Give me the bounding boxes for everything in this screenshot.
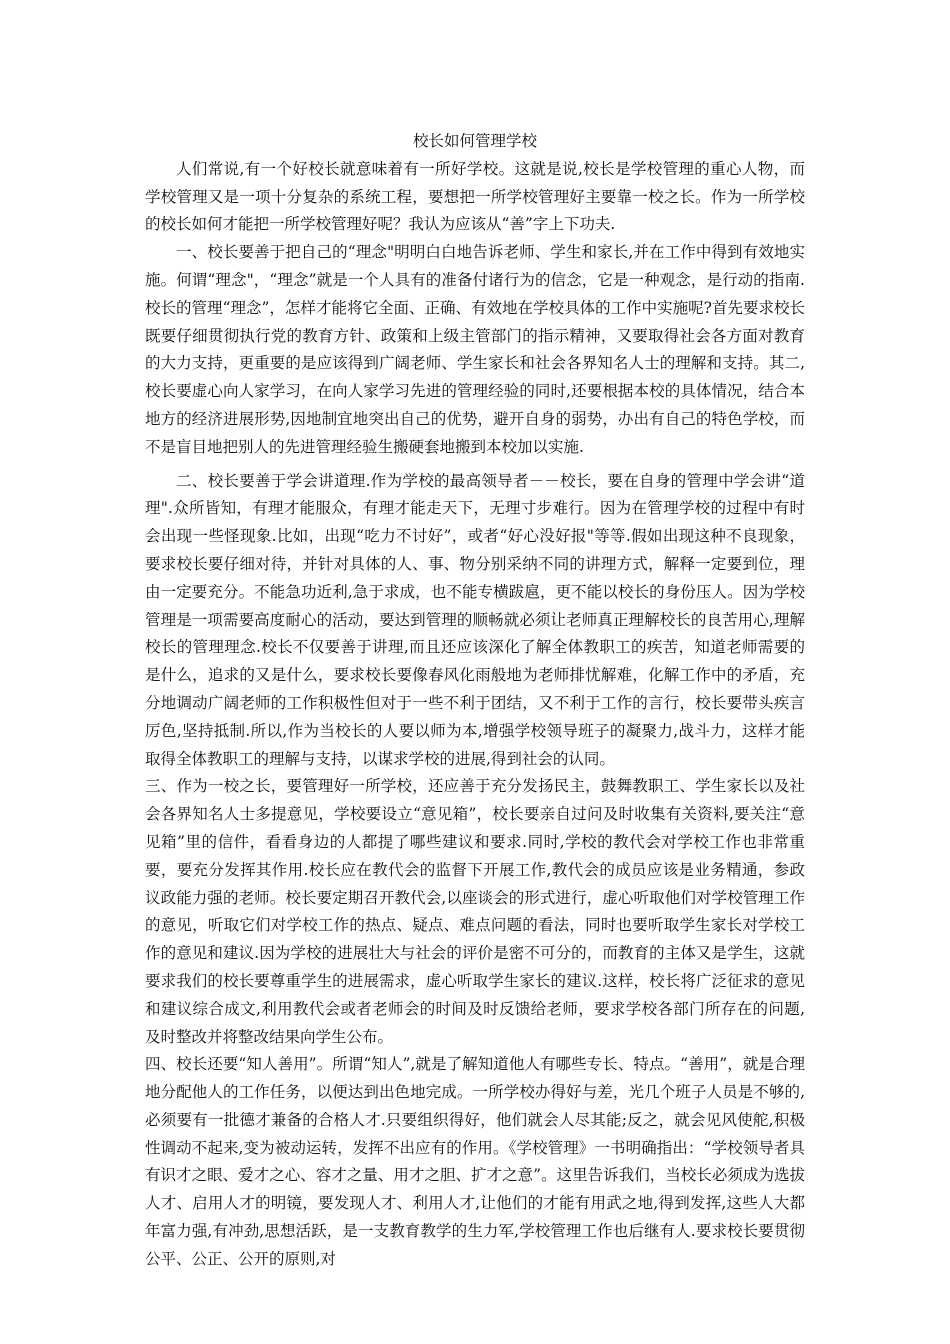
paragraph-section-3: 三、作为一校之长，要管理好一所学校，还应善于充分发扬民主，鼓舞教职工、学生家长以及社会各界知名人士多提意见，学校要设立“意见箱”，校长要亲自过问及时收集有关资料,要关注“意见箱”里的信件，看看身边的人都提了哪些建议和要求.同时,学校的教代会对学校工作也非常重要，要充分发挥其作用.校长应在教代会的监督下开展工作,教代会的成员应该是业务精通，参政议政能力强的老师。校长要定期召开教代会,以座谈会的形式进行，虚心听取他们对学校管理工作的意见，听取它们对学校工作的热点、疑点、难点问题的看法，同时也要听取学生家长对学校工作的意见和建议.因为学校的进展壮大与社会的评价是密不可分的，而教育的主体又是学生，这就要求我们的校长要尊重学生的进展需求，虚心听取学生家长的建议.这样，校长将广泛征求的意见和建议综合成文,利用教代会或者老师会的时间及时反馈给老师，要求学校各部门所存在的问题,及时整改并将整改结果向学生公布。 [145, 777, 805, 1046]
document-title: 校长如何管理学校 [412, 132, 537, 150]
paragraph-section-2: 二、校长要善于学会讲道理.作为学校的最高领导者－－校长，要在自身的管理中学会讲“道理".众所皆知，有理才能服众，有理才能走天下，无理寸步难行。因为在管理学校的过程中有时会出现一些怪现象.比如，出现“吃力不讨好”，或者“好心没好报"等等.假如出现这种不良现象，要求校长要仔细对待，并针对具体的人、事、物分别采纳不同的讲理方式，解释一定要到位，理由一定要充分。不能急功近利,急于求成，也不能专横跋扈，更不能以校长的身份压人。因为学校管理是一项需要高度耐心的活动，要达到管理的顺畅就必须让老师真正理解校长的良苦用心,理解校长的管理理念.校长不仅要善于讲理,而且还应该深化了解全体教职工的疾苦，知道老师需要的是什么，追求的又是什么，要求校长要像春风化雨般地为老师排忧解难，化解工作中的矛盾，充分地调动广阔老师的工作积极性但对于一些不利于团结，又不利于工作的言行，校长要带头疾言厉色,坚持抵制.所以,作为当校长的人要以师为本,增强学校领导班子的凝聚力,战斗力，这样才能取得全体教职工的理解与支持，以谋求学校的进展,得到社会的认同。 [145, 471, 805, 768]
paragraph-intro: 人们常说,有一个好校长就意味着有一所好学校。这就是说,校长是学校管理的重心人物，而学校管理又是一项十分复杂的系统工程，要想把一所学校管理好主要靠一校之长。作为一所学校的校长如何才能把一所学校管理好呢？我认为应该从“善”字上下功夫. [145, 159, 805, 234]
document-page [145, 128, 805, 1274]
paragraph-section-1: 一、校长要善于把自己的“理念"明明白白地告诉老师、学生和家长,并在工作中得到有效地实施。何谓“理念"，“理念”就是一个人具有的准备付诸行为的信念，它是一种观念，是行动的指南.校长的管理“理念”，怎样才能将它全面、正确、有效地在学校具体的工作中实施呢?首先要求校长既要仔细贯彻执行党的教育方针、政策和上级主管部门的指示精神，又要取得社会各方面对教育的大力支持，更重要的是应该得到广阔老师、学生家长和社会各界知名人士的理解和支持。其二,校长要虚心向人家学习，在向人家学习先进的管理经验的同时,还要根据本校的具体情况，结合本地方的经济进展形势,因地制宜地突出自己的优势，避开自身的弱势，办出有自己的特色学校，而不是盲目地把别人的先进管理经验生搬硬套地搬到本校加以实施. [145, 243, 805, 456]
paragraph-section-4: 四、校长还要“知人善用”。所谓“知人”,就是了解知道他人有哪些专长、特点。“善用”，就是合理地分配他人的工作任务，以便达到出色地完成。一所学校办得好与差，光几个班子人员是不够的,必须要有一批德才兼备的合格人才.只要组织得好，他们就会人尽其能;反之，就会见风使舵,积极性调动不起来,变为被动运转，发挥不出应有的作用。《学校管理》一书明确指出：“学校领导者具有识才之眼、爱才之心、容才之量、用才之胆、扩才之意”。这里告诉我们，当校长必须成为选拔人才、启用人才的明镜，要发现人才、利用人才,让他们的才能有用武之地,得到发挥,这些人大都年富力强,有冲劲,思想活跃，是一支教育教学的生力军,学校管理工作也后继有人.要求校长要贯彻公平、公正、公开的原则,对 [145, 1055, 805, 1268]
